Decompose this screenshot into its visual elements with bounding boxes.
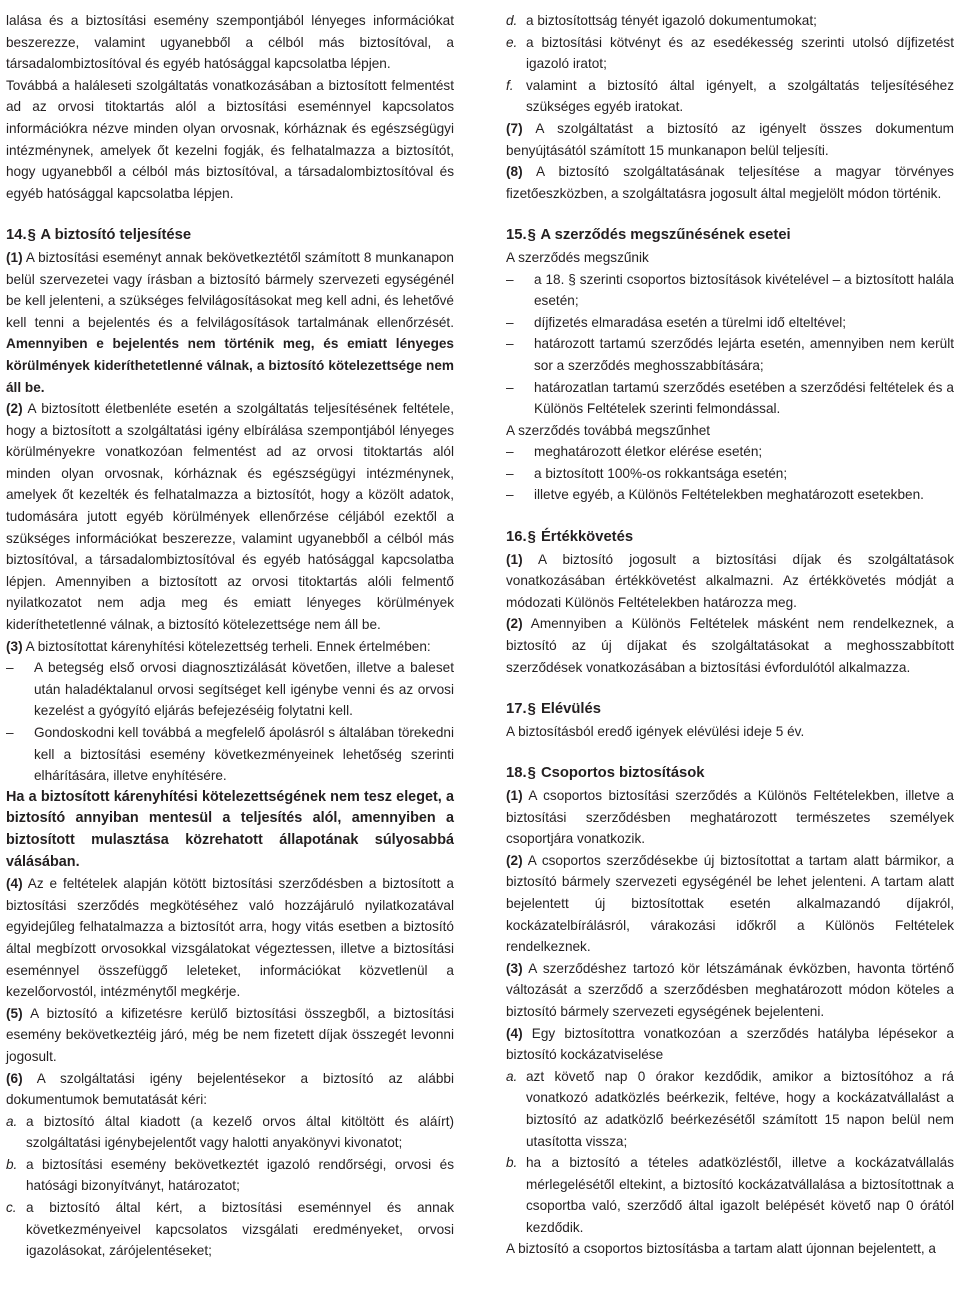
s14-p7-text: A szolgáltatást a biztosító az igényelt összes dokumentum benyújtásától számított 15 munkanapon belül teljesíti.: [506, 120, 954, 158]
s14-p1-text: A biztosítási eseményt annak bekövetkeztétől számított 8 munkanapon belül szervezetei vagy írásban a biztosító bármely szervezeti egységénél be kell jelenteni, a szükséges felvilágosításokat meg kell adni, és lehetővé kell tenni a bejelentés és a felvilágosítások tartalmának ellenőrzését.: [6, 249, 454, 330]
list-item-text: határozott tartamú szerződés lejárta esetén, amennyiben nem került sor a szerződés meghosszabbítására;: [534, 336, 954, 373]
list-item-text: a biztosított 100%-os rokkantsága esetén;: [534, 465, 788, 481]
s14-bold-block: Ha a biztosított kárenyhítési kötelezettségének nem tesz eleget, a biztosító annyiban mentesül a teljesítés alól, amennyiben a biztosított mulasztása közrehatott állapotának súlyosabbá válásában.: [6, 788, 454, 870]
list-item: [506, 312, 954, 334]
list-item-text: meghatározott életkor elérése esetén;: [534, 444, 763, 460]
paragraph-tag: (7): [506, 120, 523, 136]
list-item: [6, 1197, 454, 1262]
paragraph-tag: (3): [506, 960, 523, 976]
list-item-text: valamint a biztosító által igényelt, a szolgáltatás teljesítéséhez szükséges egyéb iratokat.: [526, 77, 954, 115]
s18-paragraph-1: [506, 785, 954, 850]
s14-paragraph-1: [6, 247, 454, 398]
intro-paragraph-1: lalása és a biztosítási esemény szempontjából lényeges információkat beszerezze, valamint ugyanebből a célból más biztosítóval, a társadalombiztosítóval és egyéb hatósággal kapcsolatba lépjen.: [6, 13, 454, 72]
section-14-heading: [6, 225, 454, 247]
paragraph-tag: (3): [6, 638, 23, 654]
s14-p2-text: A biztosított életbenléte esetén a szolgáltatás teljesítésének feltétele, hogy a biztosított a szolgáltatási igény elbírálása szempontjából lényeges körülményekre vonatkozóan felmentést ad az orvosi titoktartás alól minden olyan orvosnak, kórháznak és egészségügyi intézménynek, amelyek őt kezelték és felhatalmazza a biztosítót, hogy a közölt adatok, tudomására jutott egyéb körülmények ellenőrzése céljából ezektől a szükséges információkat beszerezze, valamint ugyanebből a célból más biztosítóval, a társadalombiztosítóval és egyéb hatósággal kapcsolatba lépjen. Amennyiben a biztosított az orvosi titoktartás alóli felmentő nyilatkozatot nem adja meg és emiatt lényeges körülmények kideríthetetlenné válnak, a biztosító kötelezettsége nem áll be.: [6, 401, 454, 633]
list-item-text: a biztosító által kért, a biztosítási eseménnyel és annak következményeivel kapcsolatos vizsgálati eredményeket, orvosi igazolásokat, zárójelentéseket;: [26, 1200, 454, 1259]
section-sign: §: [527, 765, 536, 782]
list-item: [506, 1066, 954, 1152]
s18-p1-text: A csoportos biztosítási szerződés a Különös Feltételekben, illetve a biztosítási szerződésben meghatározott természetes személyek csoportjára vonatkozik.: [506, 788, 954, 847]
s18-p4-text: Egy biztosítottra vonatkozóan a szerződés hatályba lépésekor a biztosító kockázatviselése: [506, 1025, 954, 1063]
dash-marker: –: [6, 725, 14, 740]
s18-paragraph-3: [506, 958, 954, 1023]
dash-marker: –: [506, 271, 514, 287]
section-18-number: 18.: [506, 765, 527, 782]
list-item: [506, 463, 954, 485]
s16-p1-text: A biztosító jogosult a biztosítási díjak és szolgáltatások vonatkozásában értékkövetést alkalmazni. Az értékkövetés módját a módozati Különös Feltételekben határozza meg.: [506, 551, 954, 610]
paragraph-tag: (1): [6, 249, 23, 265]
paragraph-tag: (8): [506, 164, 523, 180]
list-item: [506, 441, 954, 463]
list-item: [6, 1154, 454, 1197]
section-sign: §: [527, 529, 536, 546]
list-item: [6, 657, 454, 722]
list-item: [506, 10, 954, 32]
paragraph-tag: (1): [506, 788, 523, 803]
letter-marker: e.: [506, 34, 518, 50]
s16-p2-text: Amennyiben a Különös Feltételek másként nem rendelkeznek, a biztosító az új díjakat és szolgáltatásokat a meghosszabbított szerződések vonatkozásában a biztosítási évfordulótól alkalmazza.: [506, 616, 954, 675]
s18-p2-text: A csoportos szerződésekbe új biztosítottat a tartam alatt bármikor, a biztosító bármely szervezeti egységénél be lehet jelenteni. A tartam alatt bejelentett új biztosítottak esetén alkalmazandó díjakról, kockázatelbírálásról, várakozási időkről a Különös Feltételek rendelkeznek.: [506, 852, 954, 955]
s14-p6-text: A szolgáltatási igény bejelentésekor a biztosító az alábbi dokumentumok bemutatását kéri:: [6, 1070, 454, 1108]
s14-p5-text: A biztosító a kifizetésre kerülő biztosítási összegből, a biztosítási esemény bekövetkeztéig járó, még be nem fizetett díjak összegét levonni jogosult.: [6, 1005, 454, 1064]
section-18-title: Csoportos biztosítások: [540, 765, 705, 782]
s14-p3-text: A biztosítottat kárenyhítési kötelezettség terheli. Ennek értelmében:: [25, 638, 431, 654]
section-18-heading: [506, 763, 954, 785]
s16-paragraph-2: [506, 613, 954, 678]
section-sign: §: [527, 227, 536, 244]
s14-p1-bold-text: Amennyiben e bejelentés nem történik meg, és emiatt lényeges körülmények kideríthetetlenné válnak, a biztosító kötelezettsége nem áll be.: [6, 336, 454, 395]
s14-paragraph-8: [506, 161, 954, 204]
list-item-text: határozatlan tartamú szerződés esetében a szerződési feltételek és a Különös Feltételek szerinti felmondással.: [534, 379, 954, 417]
list-item: [506, 484, 954, 506]
dash-marker: –: [506, 444, 514, 460]
list-item-text: a biztosítottság tényét igazoló dokumentumokat;: [526, 13, 817, 28]
right-column: [506, 10, 954, 1291]
s18-tail-text: A biztosító a csoportos biztosításba a tartam alatt újonnan bejelentett, a: [506, 1241, 936, 1257]
section-15-number: 15.: [506, 227, 527, 244]
s14-paragraph-7: [506, 118, 954, 161]
section-sign: §: [527, 701, 536, 718]
list-item-text: a biztosító által kiadott (a kezelő orvos által kitöltött és aláírt) szolgáltatási igénybejelentőt vagy halotti anyakönyvi kivonatot;: [26, 1113, 454, 1151]
section-15-heading: [506, 225, 954, 247]
list-item: [506, 269, 954, 312]
list-item: [506, 75, 954, 118]
section-14-title: A biztosító teljesítése: [40, 227, 192, 244]
s14-paragraph-2: [6, 398, 454, 636]
dash-marker: –: [506, 465, 514, 481]
s14-paragraph-4: [6, 873, 454, 1003]
left-column: [6, 10, 454, 1291]
dash-marker: –: [506, 336, 514, 352]
paragraph-tag: (6): [6, 1070, 23, 1086]
letter-marker: d.: [506, 13, 518, 28]
s15-intro-2: A szerződés továbbá megszűnhet: [506, 422, 711, 438]
section-16-title: Értékkövetés: [540, 529, 634, 546]
paragraph-tag: (2): [506, 616, 523, 632]
dash-marker: –: [506, 379, 514, 395]
s15-intro: A szerződés megszűnik: [506, 249, 649, 265]
list-item: [506, 333, 954, 376]
paragraph-tag: (5): [6, 1005, 23, 1021]
list-item-text: a biztosítási kötvényt és az esedékesség szerinti utolsó díjfizetést igazoló iratot;: [526, 34, 954, 72]
paragraph-tag: (1): [506, 551, 523, 567]
section-16-number: 16.: [506, 529, 527, 546]
list-item: [6, 722, 454, 787]
letter-marker: a.: [6, 1113, 18, 1129]
section-16-heading: [506, 527, 954, 549]
letter-marker: a.: [506, 1068, 518, 1084]
dash-marker: –: [506, 487, 514, 503]
s17-text: A biztosításból eredő igények elévülési ideje 5 év.: [506, 723, 805, 739]
section-17-number: 17.: [506, 701, 527, 718]
list-item: [506, 1152, 954, 1238]
s14-paragraph-6: [6, 1068, 454, 1111]
list-item: [506, 32, 954, 75]
s14-p4-text: Az e feltételek alapján kötött biztosítási szerződésben a biztosított a biztosítási szerződés megkötéséhez való hozzájáruló nyilatkozatával egyidejűleg felhatalmazza a biztosítót arra, hogy vitás esetben a biztosító által megbízott orvosokkal vizsgálatokat végeztessen, illetve a biztosítási eseménnyel összefüggő leleteket, információkat közvetlenül a kezelőorvostól, intézménytől megkérje.: [6, 876, 454, 1000]
list-item-text: A betegség első orvosi diagnosztizálását követően, illetve a baleset után haladéktalanul orvosi segítséget kell igénybe venni és az orvosi kezelést a gyógyító eljárás befejezéséig folytatni kell.: [34, 660, 454, 719]
letter-marker: f.: [506, 77, 514, 93]
paragraph-tag: (2): [6, 401, 23, 417]
section-sign: §: [27, 227, 36, 244]
list-item: [6, 1111, 454, 1154]
paragraph-tag: (4): [6, 876, 23, 892]
paragraph-tag: (4): [506, 1025, 523, 1041]
section-15-title: A szerződés megszűnésének esetei: [540, 227, 791, 244]
list-item-text: díjfizetés elmaradása esetén a türelmi idő elteltével;: [534, 314, 847, 330]
section-14-number: 14.: [6, 227, 27, 244]
letter-marker: b.: [6, 1156, 18, 1172]
s14-paragraph-5: [6, 1003, 454, 1068]
paragraph-tag: (2): [506, 852, 523, 868]
list-item-text: Gondoskodni kell továbbá a megfelelő ápolásról s általában törekedni kell a biztosítási esemény következményeinek lehetőség szerinti elhárítására, illetve enyhítésére.: [34, 725, 454, 784]
letter-marker: b.: [506, 1155, 518, 1171]
list-item-text: a 18. § szerinti csoportos biztosítások kivételével – a biztosított halála esetén;: [534, 271, 954, 309]
intro-paragraph-2: Továbbá a haláleseti szolgáltatás vonatkozásában a biztosított felmentést ad az orvosi titoktartás alól a biztosítási eseménnyel kapcsolatos információkra nézve minden olyan orvosnak, kórháznak és egészségügyi intézménynek, amelyek őt kezelni fogják, és felhatalmazza a biztosítót, hogy ugyanebből a célból más biztosítóval, a társadalombiztosítóval és egyéb hatósággal kapcsolatba lépjen.: [6, 77, 454, 201]
list-item-text: ha a biztosító a tételes adatközléstől, illetve a kockázatvállalás mérlegelésétől eltekint, a biztosító kockázatvállalása a biztosítottnak a csoportba való, szerződő által igazolt belépését követő nap 0 órától kezdődik.: [526, 1155, 954, 1235]
s18-p3-text: A szerződéshez tartozó kör létszámának évközben, havonta történő változását a szerződő a szerződésben meghatározott módon köteles a biztosító bármely szervezeti egységének bejelenteni.: [506, 960, 955, 1019]
s14-p8-text: A biztosító szolgáltatásának teljesítése a magyar törvényes fizetőeszközben, a szolgáltatásra jogosult által megjelölt módon történik.: [506, 164, 954, 201]
dash-marker: –: [6, 660, 14, 676]
dash-marker: –: [506, 314, 514, 330]
list-item-text: illetve egyéb, a Különös Feltételekben meghatározott esetekben.: [534, 487, 924, 503]
s18-paragraph-2: [506, 850, 954, 958]
s16-paragraph-1: [506, 549, 954, 614]
list-item-text: azt követő nap 0 órakor kezdődik, amikor a biztosítóhoz a rá vonatkozó adatközlés beérkezik, feltéve, hogy a kockázatvállalást a biztosító az adatközlő beérkezésétől számított 15 napon belül nem utasította vissza;: [526, 1068, 954, 1149]
section-17-title: Elévülés: [540, 701, 601, 718]
s14-paragraph-3: [6, 636, 454, 658]
s18-paragraph-4: [506, 1023, 954, 1066]
section-17-heading: [506, 699, 954, 721]
list-item: [506, 377, 954, 420]
list-item-text: a biztosítási esemény bekövetkeztét igazoló rendőrségi, orvosi és hatósági bizonyítványt, határozatot;: [26, 1156, 454, 1194]
letter-marker: c.: [6, 1200, 17, 1216]
